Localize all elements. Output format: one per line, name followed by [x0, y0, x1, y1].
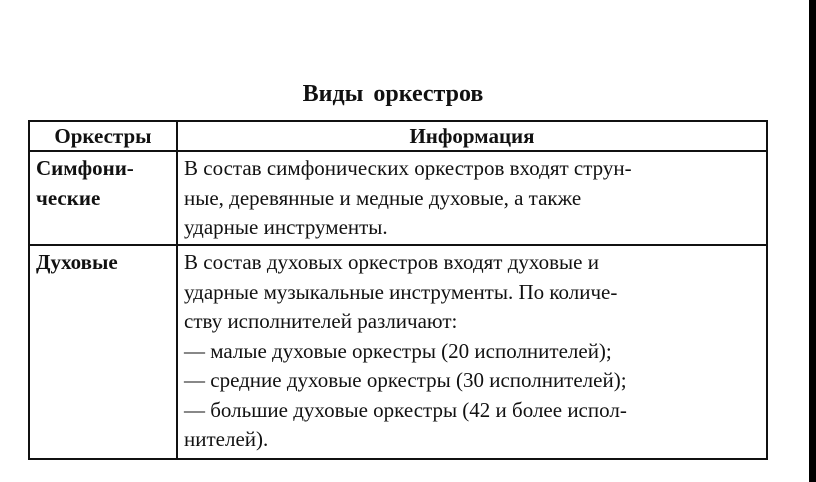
orchestra-name-cell — [29, 245, 177, 459]
info-line: ударные музыкальные инструменты. По количе- — [184, 279, 618, 304]
page-right-edge — [809, 0, 816, 482]
header-orchestras: Оркестры — [29, 121, 177, 151]
orchestra-info-cell — [177, 245, 767, 459]
orchestra-name-line: ческие — [36, 185, 101, 210]
header-information: Информация — [177, 121, 767, 151]
orchestra-name-line: Духовые — [36, 250, 118, 274]
orchestra-info-cell — [177, 151, 767, 245]
table-row — [29, 151, 767, 245]
info-line: нителей). — [184, 427, 269, 451]
table-header-row — [29, 121, 767, 151]
info-line: — малые духовые оркестры (20 исполнителей); — [184, 338, 612, 363]
info-line: В состав духовых оркестров входят духовые и — [184, 250, 599, 274]
orchestra-types-table — [28, 120, 768, 460]
orchestra-name-cell — [29, 151, 177, 245]
info-line: — средние духовые оркестры (30 исполнителей); — [184, 368, 627, 392]
table-row — [29, 245, 767, 459]
info-line: ударные инструменты. — [184, 215, 388, 239]
document-title: Виды оркестров — [302, 81, 484, 107]
info-line: ству исполнителей различают: — [184, 309, 458, 333]
info-line: ные, деревянные и медные духовые, а также — [184, 185, 582, 210]
info-line: — большие духовые оркестры (42 и более испол- — [184, 397, 627, 422]
info-line: В состав симфонических оркестров входят струн- — [184, 156, 632, 180]
orchestra-name-line: Симфони- — [36, 156, 134, 180]
